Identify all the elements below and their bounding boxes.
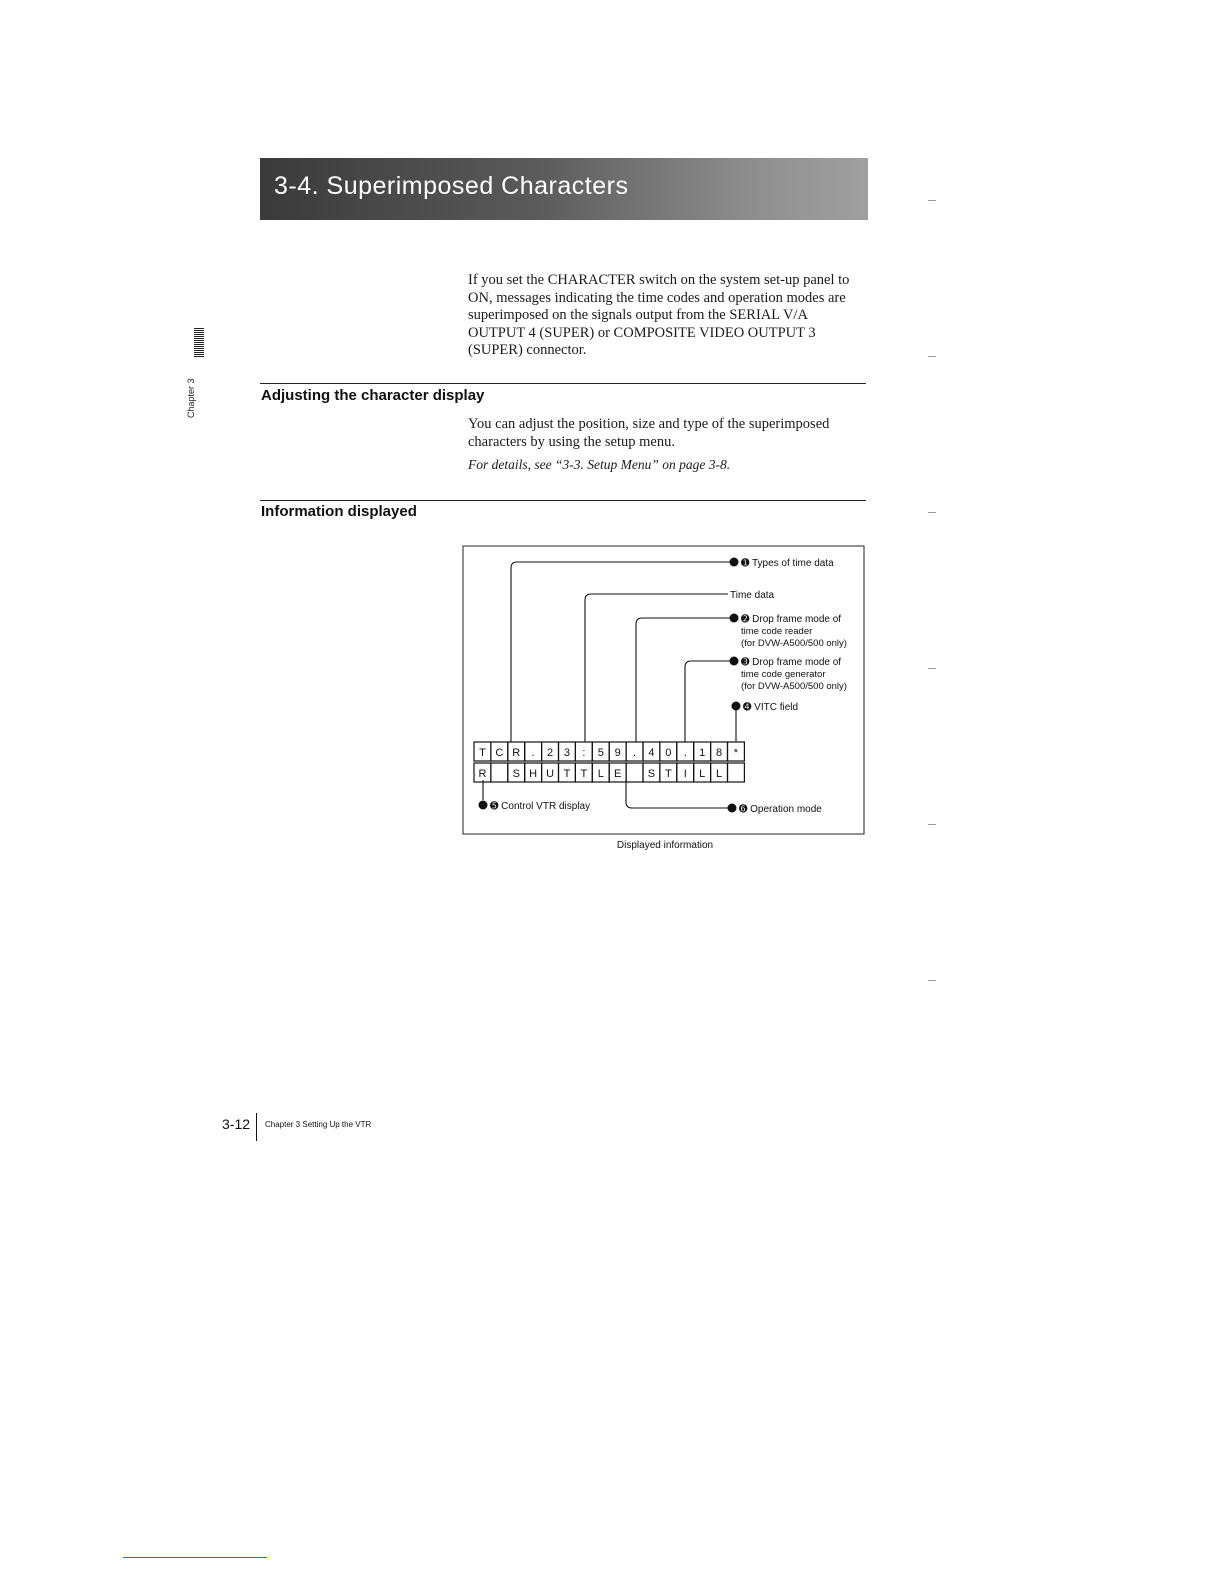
scan-edge-mark xyxy=(928,512,936,513)
intro-line: superimposed on the signals output from the SERIAL V/A xyxy=(468,307,808,323)
leader-line-2 xyxy=(636,618,732,742)
character-glyph: C xyxy=(495,747,504,759)
character-glyph: * xyxy=(733,747,739,759)
callout-dot-4 xyxy=(732,702,741,711)
chapter-side-label: Chapter 3 xyxy=(186,378,196,418)
page-title: 3-4. Superimposed Characters xyxy=(274,172,629,200)
callout-control-vtr-display: ➎ Control VTR display xyxy=(490,801,591,812)
character-cell xyxy=(626,763,643,782)
callout-types-of-time-data: ➊ Types of time data xyxy=(741,558,834,569)
callout-dot-5 xyxy=(479,801,488,810)
character-cell xyxy=(491,763,508,782)
page-number: 3-12 xyxy=(222,1116,251,1132)
intro-line: OUTPUT 4 (SUPER) or COMPOSITE VIDEO OUTPUT 3 xyxy=(468,324,816,341)
callout-drop-frame-generator-line3: (for DVW-A500/500 only) xyxy=(741,681,847,692)
leader-line-1 xyxy=(511,562,732,742)
callout-drop-frame-reader-line3: (for DVW-A500/500 only) xyxy=(741,638,847,649)
character-glyph: 5 xyxy=(597,747,604,759)
callout-drop-frame-generator: ➌ Drop frame mode of xyxy=(741,657,842,668)
character-glyph: U xyxy=(546,768,555,780)
scan-edge-mark xyxy=(928,824,936,825)
callout-dot-6 xyxy=(728,804,737,813)
intro-line: If you set the CHARACTER switch on the system set-up panel to xyxy=(468,272,850,288)
callout-drop-frame-reader: ➋ Drop frame mode of xyxy=(741,614,842,625)
callout-drop-frame-generator-line2: time code generator xyxy=(741,669,826,680)
character-glyph: 3 xyxy=(563,747,571,759)
adjust-line: You can adjust the position, size and type of the superimposed xyxy=(468,416,830,432)
callout-operation-mode: ➏ Operation mode xyxy=(739,804,822,815)
leader-line-6 xyxy=(626,780,728,808)
leader-line-time-data xyxy=(585,594,728,742)
character-glyph: I xyxy=(683,768,687,780)
character-glyph: R xyxy=(478,768,487,780)
callout-time-data: Time data xyxy=(730,590,775,601)
footer-divider xyxy=(256,1113,257,1141)
callout-dot-2 xyxy=(730,614,739,623)
character-cell xyxy=(728,763,745,782)
character-glyph: E xyxy=(613,768,622,780)
character-glyph: 4 xyxy=(648,747,655,759)
scan-edge-mark xyxy=(928,980,936,981)
callout-dot-1 xyxy=(730,558,739,567)
callout-drop-frame-reader-line2: time code reader xyxy=(741,626,813,637)
figure-caption: Displayed information xyxy=(616,840,714,851)
character-glyph: T xyxy=(580,768,588,780)
character-glyph: R xyxy=(512,747,521,759)
scan-edge-mark xyxy=(928,356,936,357)
character-glyph: L xyxy=(597,768,604,780)
character-glyph: 1 xyxy=(699,747,706,759)
character-row-1 xyxy=(474,742,744,761)
character-glyph: . xyxy=(531,747,535,759)
footer-chapter-title: Chapter 3 Setting Up the VTR xyxy=(265,1120,372,1129)
character-glyph: L xyxy=(715,768,723,780)
intro-line: (SUPER) connector. xyxy=(468,342,587,358)
character-glyph: 9 xyxy=(614,747,621,759)
callout-vitc-field: ➍ VITC field xyxy=(743,702,799,713)
scan-artifact-line xyxy=(123,1557,267,1558)
character-row-2 xyxy=(474,763,744,782)
character-glyph: H xyxy=(529,768,538,780)
callout-dot-3 xyxy=(730,657,739,666)
leader-line-3 xyxy=(685,661,732,742)
character-glyph: 2 xyxy=(546,747,554,759)
scan-edge-mark xyxy=(928,668,936,669)
character-glyph: 8 xyxy=(715,747,723,759)
character-glyph: . xyxy=(683,747,687,759)
cross-reference: For details, see “3-3. Setup Menu” on page 3-8. xyxy=(468,457,731,472)
adjust-line: characters by using the setup menu. xyxy=(468,433,675,450)
section-heading-info: Information displayed xyxy=(261,503,417,520)
character-glyph: S xyxy=(512,768,520,780)
section-heading-adjust: Adjusting the character display xyxy=(261,387,485,404)
character-glyph: S xyxy=(647,768,656,780)
character-glyph: : xyxy=(582,747,586,759)
character-glyph: T xyxy=(479,747,486,759)
character-glyph: 0 xyxy=(665,747,672,759)
scan-edge-mark xyxy=(928,200,936,201)
character-glyph: L xyxy=(699,768,706,780)
character-glyph: . xyxy=(633,747,637,759)
intro-line: ON, messages indicating the time codes and operation modes are xyxy=(468,289,846,306)
character-glyph: T xyxy=(664,768,672,780)
character-glyph: T xyxy=(563,768,571,780)
